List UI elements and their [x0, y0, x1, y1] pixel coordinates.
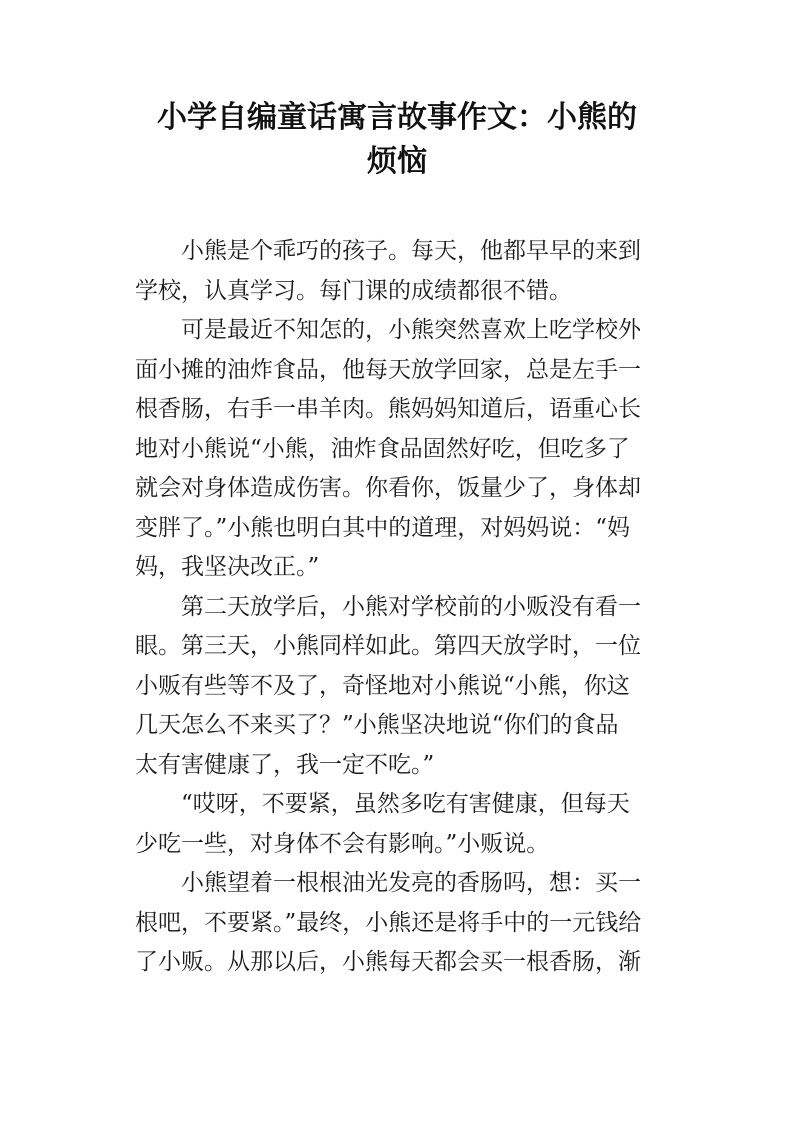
document-title	[120, 96, 674, 184]
paragraph-1-line-1: 小熊是个乖巧的孩子。每天，他都早早的来到	[181, 238, 641, 264]
paragraph-3-line-4: 几天怎么不来买了？”小熊坚决地说“你们的食品	[135, 712, 619, 738]
paragraph-2-line-2: 面小摊的油炸食品，他每天放学回家，总是左手一	[135, 356, 641, 383]
paragraph-3-line-2: 眼。第三天，小熊同样如此。第四天放学时，一位	[135, 633, 641, 659]
title-line-2: 烦恼	[367, 144, 427, 179]
paragraph-2-line-7: 妈，我坚决改正。”	[135, 554, 320, 580]
document-body	[135, 232, 665, 983]
paragraph-3-line-5: 太有害健康了，我一定不吃。”	[135, 751, 435, 778]
paragraph-1-line-2: 学校，认真学习。每门课的成绩都很不错。	[135, 277, 572, 304]
paragraph-3-line-3: 小贩有些等不及了，奇怪地对小熊说“小熊，你这	[135, 672, 630, 699]
paragraph-5-line-3: 了小贩。从那以后，小熊每天都会买一根香肠，渐	[135, 949, 641, 975]
paragraph-2-line-3: 根香肠，右手一串羊肉。熊妈妈知道后，语重心长	[135, 396, 641, 422]
paragraph-2-line-1: 可是最近不知怎的，小熊突然喜欢上吃学校外	[181, 317, 641, 343]
paragraph-2-line-5: 就会对身体造成伤害。你看你，饭量少了，身体却	[135, 475, 641, 501]
title-line-1: 小学自编童话寓言故事作文：小熊的	[157, 100, 637, 135]
paragraph-2-line-6: 变胖了。”小熊也明白其中的道理，对妈妈说：“妈	[135, 514, 631, 541]
paragraph-4-line-1: “哎呀，不要紧，虽然多吃有害健康，但每天	[181, 791, 630, 817]
paragraph-4-line-2: 少吃一些，对身体不会有影响。”小贩说。	[135, 830, 550, 857]
paragraph-2-line-4: 地对小熊说“小熊，油炸食品固然好吃，但吃多了	[135, 435, 630, 462]
paragraph-5-line-2: 根吧，不要紧。”最终，小熊还是将手中的一元钱给	[135, 909, 642, 936]
paragraph-5-line-1: 小熊望着一根根油光发亮的香肠吗，想：买一	[181, 870, 641, 896]
paragraph-3-line-1: 第二天放学后，小熊对学校前的小贩没有看一	[181, 593, 641, 620]
